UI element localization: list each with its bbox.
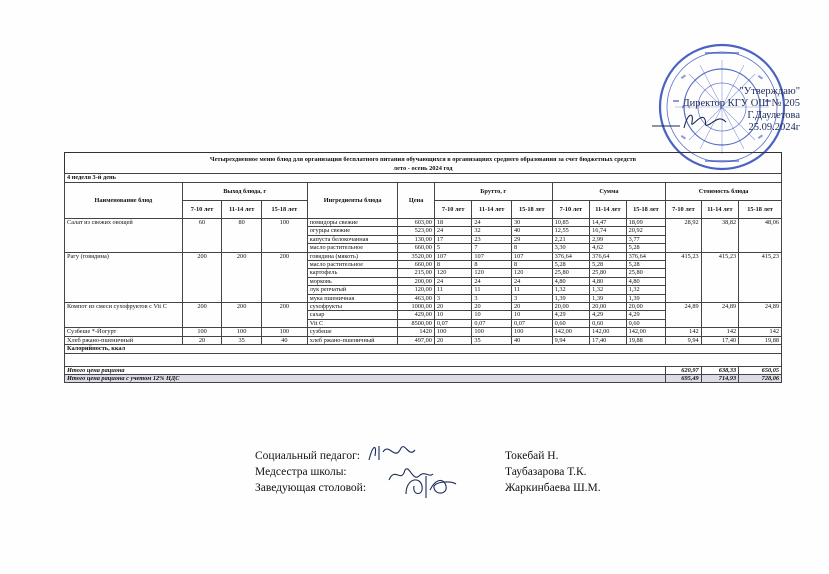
dish-yield: 35 bbox=[222, 336, 262, 344]
ingredient-sum: 2,21 bbox=[552, 235, 590, 243]
ingredient-sum: 3,30 bbox=[552, 244, 590, 252]
ingredient-gross: 40 bbox=[512, 336, 553, 344]
dish-yield: 80 bbox=[222, 219, 262, 253]
total-vat-row bbox=[65, 374, 782, 382]
table-row bbox=[65, 303, 782, 311]
header-dish: Наименование блюд bbox=[65, 183, 183, 219]
dish-yield: 100 bbox=[261, 219, 307, 253]
dish-cost: 415,23 bbox=[701, 252, 739, 302]
ingredient-price: 200,00 bbox=[398, 277, 434, 285]
total-label: Итого цена рациона с учетом 12% НДС bbox=[65, 374, 666, 382]
dish-cost: 24,89 bbox=[666, 303, 701, 328]
ingredient-sum: 20,00 bbox=[626, 303, 666, 311]
dish-cost: 48,06 bbox=[739, 219, 782, 253]
dish-yield: 100 bbox=[261, 328, 307, 336]
dish-cost: 24,89 bbox=[701, 303, 739, 328]
ingredient-sum: 1,32 bbox=[590, 286, 626, 294]
ingredient-gross: 5 bbox=[434, 244, 472, 252]
ingredient-name: картофель bbox=[307, 269, 398, 277]
ingredient-price: 120,00 bbox=[398, 286, 434, 294]
ingredient-name: масло растительное bbox=[307, 244, 398, 252]
ingredient-gross: 0,07 bbox=[472, 319, 512, 327]
ingredient-gross: 32 bbox=[472, 227, 512, 235]
header-yield-age1: 7-10 лет bbox=[182, 201, 222, 219]
ingredient-gross: 29 bbox=[512, 235, 553, 243]
ingredient-gross: 24 bbox=[512, 277, 553, 285]
ingredient-sum: 10,85 bbox=[552, 219, 590, 227]
header-ingredients: Ингредиенты блюда bbox=[307, 183, 398, 219]
ingredient-sum: 4,29 bbox=[552, 311, 590, 319]
dish-name: Сузбеше *-Йогурт bbox=[65, 328, 183, 336]
ingredient-gross: 20 bbox=[434, 303, 472, 311]
ingredient-name: огурцы свежие bbox=[307, 227, 398, 235]
director-signature-icon bbox=[650, 108, 730, 132]
header-gross-age3: 15-18 лет bbox=[512, 201, 553, 219]
ingredient-gross: 8 bbox=[512, 244, 553, 252]
ingredient-sum: 25,80 bbox=[626, 269, 666, 277]
ingredient-sum: 4,80 bbox=[590, 277, 626, 285]
header-cost-age1: 7-10 лет bbox=[666, 201, 701, 219]
calories-label: Калорийность, ккал bbox=[65, 345, 782, 353]
ingredient-sum: 16,74 bbox=[590, 227, 626, 235]
ingredient-name: помидоры свежие bbox=[307, 219, 398, 227]
ingredient-sum: 0,60 bbox=[590, 319, 626, 327]
table-row bbox=[65, 252, 782, 260]
ingredient-name: Vit C bbox=[307, 319, 398, 327]
total-value: 620,97 bbox=[666, 366, 701, 374]
signature-row bbox=[255, 449, 675, 465]
ingredient-price: 497,00 bbox=[398, 336, 434, 344]
total-value: 650,05 bbox=[739, 366, 782, 374]
dish-yield: 100 bbox=[222, 328, 262, 336]
signature-role: Социальный педагог: bbox=[255, 450, 360, 462]
ingredient-name: хлеб ржано-пшеничный bbox=[307, 336, 398, 344]
ingredient-sum: 1,39 bbox=[552, 294, 590, 302]
dish-cost: 142 bbox=[701, 328, 739, 336]
dish-yield: 20 bbox=[182, 336, 222, 344]
ingredient-gross: 107 bbox=[512, 252, 553, 260]
total-value: 638,33 bbox=[701, 366, 739, 374]
dish-cost: 415,23 bbox=[739, 252, 782, 302]
total-value: 695,49 bbox=[666, 374, 701, 382]
menu-table bbox=[64, 173, 782, 383]
dish-yield: 200 bbox=[182, 303, 222, 328]
dish-yield: 200 bbox=[261, 252, 307, 302]
ingredient-price: 463,00 bbox=[398, 294, 434, 302]
dish-cost: 17,40 bbox=[701, 336, 739, 344]
ingredient-name: сухофрукты bbox=[307, 303, 398, 311]
ingredient-price: 8500,00 bbox=[398, 319, 434, 327]
dish-name: Рагу (говядина) bbox=[65, 252, 183, 302]
table-row bbox=[65, 336, 782, 344]
ingredient-sum: 5,28 bbox=[590, 261, 626, 269]
ingredient-price: 660,00 bbox=[398, 261, 434, 269]
approval-line-1: "Утверждаю" bbox=[739, 86, 800, 97]
header-cost: Стоимость блюда bbox=[666, 183, 782, 201]
ingredient-sum: 376,64 bbox=[626, 252, 666, 260]
ingredient-gross: 107 bbox=[434, 252, 472, 260]
ingredient-sum: 376,64 bbox=[590, 252, 626, 260]
dish-cost: 24,89 bbox=[739, 303, 782, 328]
ingredient-gross: 120 bbox=[434, 269, 472, 277]
approval-line-4: 25.09.2024г bbox=[748, 122, 800, 133]
ingredient-sum: 17,40 bbox=[590, 336, 626, 344]
ingredient-sum: 12,55 bbox=[552, 227, 590, 235]
header-cost-age2: 11-14 лет bbox=[701, 201, 739, 219]
calories-row bbox=[65, 345, 782, 353]
ingredient-name: сахар bbox=[307, 311, 398, 319]
ingredient-sum: 1,32 bbox=[626, 286, 666, 294]
ingredient-gross: 18 bbox=[434, 219, 472, 227]
dish-cost: 28,92 bbox=[666, 219, 701, 253]
ingredient-sum: 1,32 bbox=[552, 286, 590, 294]
dish-cost: 38,82 bbox=[701, 219, 739, 253]
header-sum-age1: 7-10 лет bbox=[552, 201, 590, 219]
ingredient-gross: 3 bbox=[512, 294, 553, 302]
ingredient-price: 429,00 bbox=[398, 311, 434, 319]
ingredient-gross: 20 bbox=[434, 336, 472, 344]
header-cost-age3: 15-18 лет bbox=[739, 201, 782, 219]
ingredient-name: сузбеше bbox=[307, 328, 398, 336]
ingredient-price: 660,00 bbox=[398, 244, 434, 252]
ingredient-sum: 20,00 bbox=[552, 303, 590, 311]
dish-cost: 19,88 bbox=[739, 336, 782, 344]
signatures-block bbox=[255, 449, 675, 497]
signature-name: Токебай Н. bbox=[505, 450, 559, 462]
dish-yield: 200 bbox=[261, 303, 307, 328]
ingredient-gross: 10 bbox=[512, 311, 553, 319]
ingredient-sum: 3,77 bbox=[626, 235, 666, 243]
dish-name: Салат из свежих овощей bbox=[65, 219, 183, 253]
ingredient-sum: 4,80 bbox=[552, 277, 590, 285]
ingredient-gross: 20 bbox=[512, 303, 553, 311]
ingredient-sum: 1,39 bbox=[626, 294, 666, 302]
total-value: 714,93 bbox=[701, 374, 739, 382]
total-label: Итого цена рациона bbox=[65, 366, 666, 374]
ingredient-sum: 5,28 bbox=[552, 261, 590, 269]
spacer-row bbox=[65, 353, 782, 366]
signature-role: Заведующая столовой: bbox=[255, 482, 367, 494]
ingredient-price: 130,00 bbox=[398, 235, 434, 243]
ingredient-sum: 4,29 bbox=[590, 311, 626, 319]
menu-document bbox=[64, 152, 782, 383]
ingredient-sum: 4,62 bbox=[590, 244, 626, 252]
total-value: 728,06 bbox=[739, 374, 782, 382]
ingredient-gross: 8 bbox=[434, 261, 472, 269]
ingredient-sum: 0,60 bbox=[626, 319, 666, 327]
ingredient-sum: 0,60 bbox=[552, 319, 590, 327]
ingredient-price: 1000,00 bbox=[398, 303, 434, 311]
ingredient-gross: 120 bbox=[472, 269, 512, 277]
ingredient-gross: 10 bbox=[472, 311, 512, 319]
ingredient-gross: 11 bbox=[434, 286, 472, 294]
header-yield: Выход блюда, г bbox=[182, 183, 307, 201]
ingredient-sum: 5,28 bbox=[626, 261, 666, 269]
menu-title: Четырехдневное меню блюд для организации бесплатного питания обучающихся в организациях среднего образования за счет бюджетных средств bbox=[64, 152, 782, 164]
spacer-cell bbox=[65, 353, 782, 366]
ingredient-gross: 120 bbox=[512, 269, 553, 277]
ingredient-sum: 14,47 bbox=[590, 219, 626, 227]
ingredient-sum: 5,28 bbox=[626, 244, 666, 252]
header-yield-age2: 11-14 лет bbox=[222, 201, 262, 219]
ingredient-gross: 11 bbox=[472, 286, 512, 294]
ingredient-sum: 20,92 bbox=[626, 227, 666, 235]
ingredient-gross: 7 bbox=[472, 244, 512, 252]
table-row bbox=[65, 219, 782, 227]
ingredient-sum: 1,39 bbox=[590, 294, 626, 302]
table-row bbox=[65, 328, 782, 336]
signature-name: Жаркинбаева Ш.М. bbox=[505, 482, 601, 494]
dish-cost: 142 bbox=[739, 328, 782, 336]
ingredient-gross: 24 bbox=[472, 277, 512, 285]
ingredient-sum: 142,00 bbox=[552, 328, 590, 336]
ingredient-sum: 142,00 bbox=[590, 328, 626, 336]
header-sum: Сумма bbox=[552, 183, 666, 201]
ingredient-price: 523,00 bbox=[398, 227, 434, 235]
dish-yield: 200 bbox=[222, 303, 262, 328]
ingredient-sum: 25,80 bbox=[552, 269, 590, 277]
ingredient-gross: 8 bbox=[472, 261, 512, 269]
ingredient-gross: 17 bbox=[434, 235, 472, 243]
signature-name: Таубазарова Т.К. bbox=[505, 466, 587, 478]
ingredient-sum: 9,94 bbox=[552, 336, 590, 344]
ingredient-gross: 30 bbox=[512, 219, 553, 227]
ingredient-sum: 4,29 bbox=[626, 311, 666, 319]
ingredient-sum: 20,00 bbox=[590, 303, 626, 311]
ingredient-name: говядина (мякоть) bbox=[307, 252, 398, 260]
ingredient-gross: 107 bbox=[472, 252, 512, 260]
ingredient-gross: 0,07 bbox=[434, 319, 472, 327]
approval-line-2: Директор КГУ ОШ № 205 bbox=[682, 98, 800, 109]
dish-yield: 200 bbox=[182, 252, 222, 302]
approval-line-3: Г.Даулетова bbox=[747, 110, 800, 121]
total-row bbox=[65, 366, 782, 374]
ingredient-price: 215,00 bbox=[398, 269, 434, 277]
header-yield-age3: 15-18 лет bbox=[261, 201, 307, 219]
dish-yield: 100 bbox=[182, 328, 222, 336]
ingredient-gross: 10 bbox=[434, 311, 472, 319]
menu-subtitle: лето - осень 2024 год bbox=[64, 164, 782, 173]
ingredient-sum: 19,88 bbox=[626, 336, 666, 344]
ingredient-sum: 18,09 bbox=[626, 219, 666, 227]
header-price: Цена bbox=[398, 183, 434, 219]
ingredient-gross: 40 bbox=[512, 227, 553, 235]
header-gross-age2: 11-14 лет bbox=[472, 201, 512, 219]
ingredient-sum: 142,00 bbox=[626, 328, 666, 336]
dish-yield: 60 bbox=[182, 219, 222, 253]
ingredient-sum: 376,64 bbox=[552, 252, 590, 260]
ingredient-gross: 11 bbox=[512, 286, 553, 294]
signature-row bbox=[255, 481, 675, 497]
ingredient-price: 3520,00 bbox=[398, 252, 434, 260]
ingredient-gross: 24 bbox=[434, 277, 472, 285]
dish-yield: 40 bbox=[261, 336, 307, 344]
header-gross-age1: 7-10 лет bbox=[434, 201, 472, 219]
ingredient-name: лук репчатый bbox=[307, 286, 398, 294]
dish-name: Компот из смеси сухофруктов с Vit C bbox=[65, 303, 183, 328]
ingredient-sum: 25,80 bbox=[590, 269, 626, 277]
header-gross: Брутто, г bbox=[434, 183, 552, 201]
header-sum-age2: 11-14 лет bbox=[590, 201, 626, 219]
ingredient-gross: 100 bbox=[434, 328, 472, 336]
ingredient-gross: 24 bbox=[472, 219, 512, 227]
ingredient-gross: 100 bbox=[512, 328, 553, 336]
ingredient-name: морковь bbox=[307, 277, 398, 285]
ingredient-gross: 24 bbox=[434, 227, 472, 235]
ingredient-name: капуста белокочанная bbox=[307, 235, 398, 243]
dish-cost: 142 bbox=[666, 328, 701, 336]
ingredient-gross: 8 bbox=[512, 261, 553, 269]
canteen-head-signature-icon bbox=[400, 472, 460, 502]
dish-yield: 200 bbox=[222, 252, 262, 302]
dish-cost: 415,23 bbox=[666, 252, 701, 302]
ingredient-gross: 3 bbox=[434, 294, 472, 302]
ingredient-sum: 2,99 bbox=[590, 235, 626, 243]
dish-name: Хлеб ржано-пшеничный bbox=[65, 336, 183, 344]
header-sum-age3: 15-18 лет bbox=[626, 201, 666, 219]
ingredient-gross: 100 bbox=[472, 328, 512, 336]
ingredient-name: масло растительное bbox=[307, 261, 398, 269]
ingredient-gross: 23 bbox=[472, 235, 512, 243]
signature-role: Медсестра школы: bbox=[255, 466, 347, 478]
ingredient-gross: 3 bbox=[472, 294, 512, 302]
ingredient-name: мука пшеничная bbox=[307, 294, 398, 302]
ingredient-price: 603,00 bbox=[398, 219, 434, 227]
signature-row bbox=[255, 465, 675, 481]
dish-cost: 9,94 bbox=[666, 336, 701, 344]
ingredient-sum: 4,80 bbox=[626, 277, 666, 285]
ingredient-gross: 35 bbox=[472, 336, 512, 344]
ingredient-price: 1420 bbox=[398, 328, 434, 336]
ingredient-gross: 20 bbox=[472, 303, 512, 311]
ingredient-gross: 0,07 bbox=[512, 319, 553, 327]
week-day-label: 4 неделя 3-й день bbox=[65, 174, 782, 183]
